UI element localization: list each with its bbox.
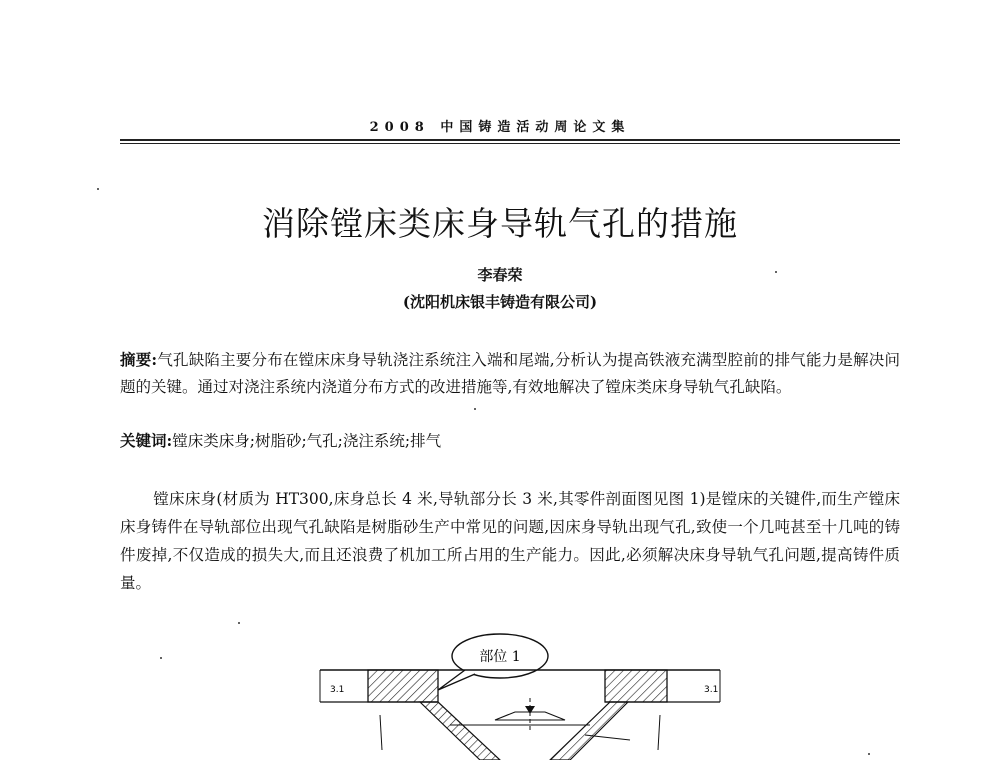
keywords <box>120 427 900 455</box>
body-paragraph <box>120 485 900 597</box>
scan-speck <box>238 622 240 624</box>
right-flange <box>605 670 667 702</box>
right-detail-line <box>658 715 660 750</box>
keywords-label: 关键词: <box>120 431 173 450</box>
author-name: 李春荣 <box>477 266 523 284</box>
author-affiliation: (沈阳机床银丰铸造有限公司) <box>402 293 598 311</box>
left-detail-line <box>380 715 382 750</box>
abstract-label: 摘要: <box>120 350 158 369</box>
keywords-text: 镗床类床身;树脂砂;气孔;浇注系统;排气 <box>172 432 442 450</box>
abstract-text: 气孔缺陷主要分布在镗床床身导轨浇注系统注入端和尾端,分析认为提高铁液充满型腔前的排气能力是解决问题的关键。通过对浇注系统内浇道分布方式的改进措施等,有效地解决了镗床类床身导轨气孔缺陷。 <box>120 351 900 396</box>
scan-speck <box>97 188 99 190</box>
figure-1-cross-section <box>300 620 740 760</box>
running-header: 2008 中国铸造活动周论文集 <box>369 120 631 135</box>
center-axis-arrow <box>525 706 535 714</box>
left-dimension-label: 3.1 <box>330 685 345 695</box>
left-flange <box>368 670 438 702</box>
left-inclined-wall <box>420 702 500 760</box>
callout-label: 部位 1 <box>479 649 521 665</box>
scan-speck <box>775 271 777 273</box>
scan-speck <box>868 753 870 755</box>
header-rule-thin <box>120 143 900 144</box>
abstract <box>120 346 900 401</box>
paper-title: 消除镗床类床身导轨气孔的措施 <box>262 204 738 243</box>
right-inclined-wall <box>550 702 628 760</box>
scan-speck <box>474 408 476 410</box>
header-rule-thick <box>120 139 900 141</box>
scan-speck <box>160 657 162 659</box>
right-dimension-label: 3.1 <box>704 685 719 695</box>
body-paragraph-text: 镗床床身(材质为 HT300,床身总长 4 米,导轨部分长 3 米,其零件剖面图见图 1)是镗床的关键件,而生产镗床床身铸件在导轨部位出现气孔缺陷是树脂砂生产中常见的问题,因床身导轨出现气孔,致使一个几吨甚至十几吨的铸件废掉,不仅造成的损失大,而且还浪费了机加工所占用的生产能力。因此,必须解决床身导轨气孔问题,提高铸件质量。 <box>120 490 900 592</box>
